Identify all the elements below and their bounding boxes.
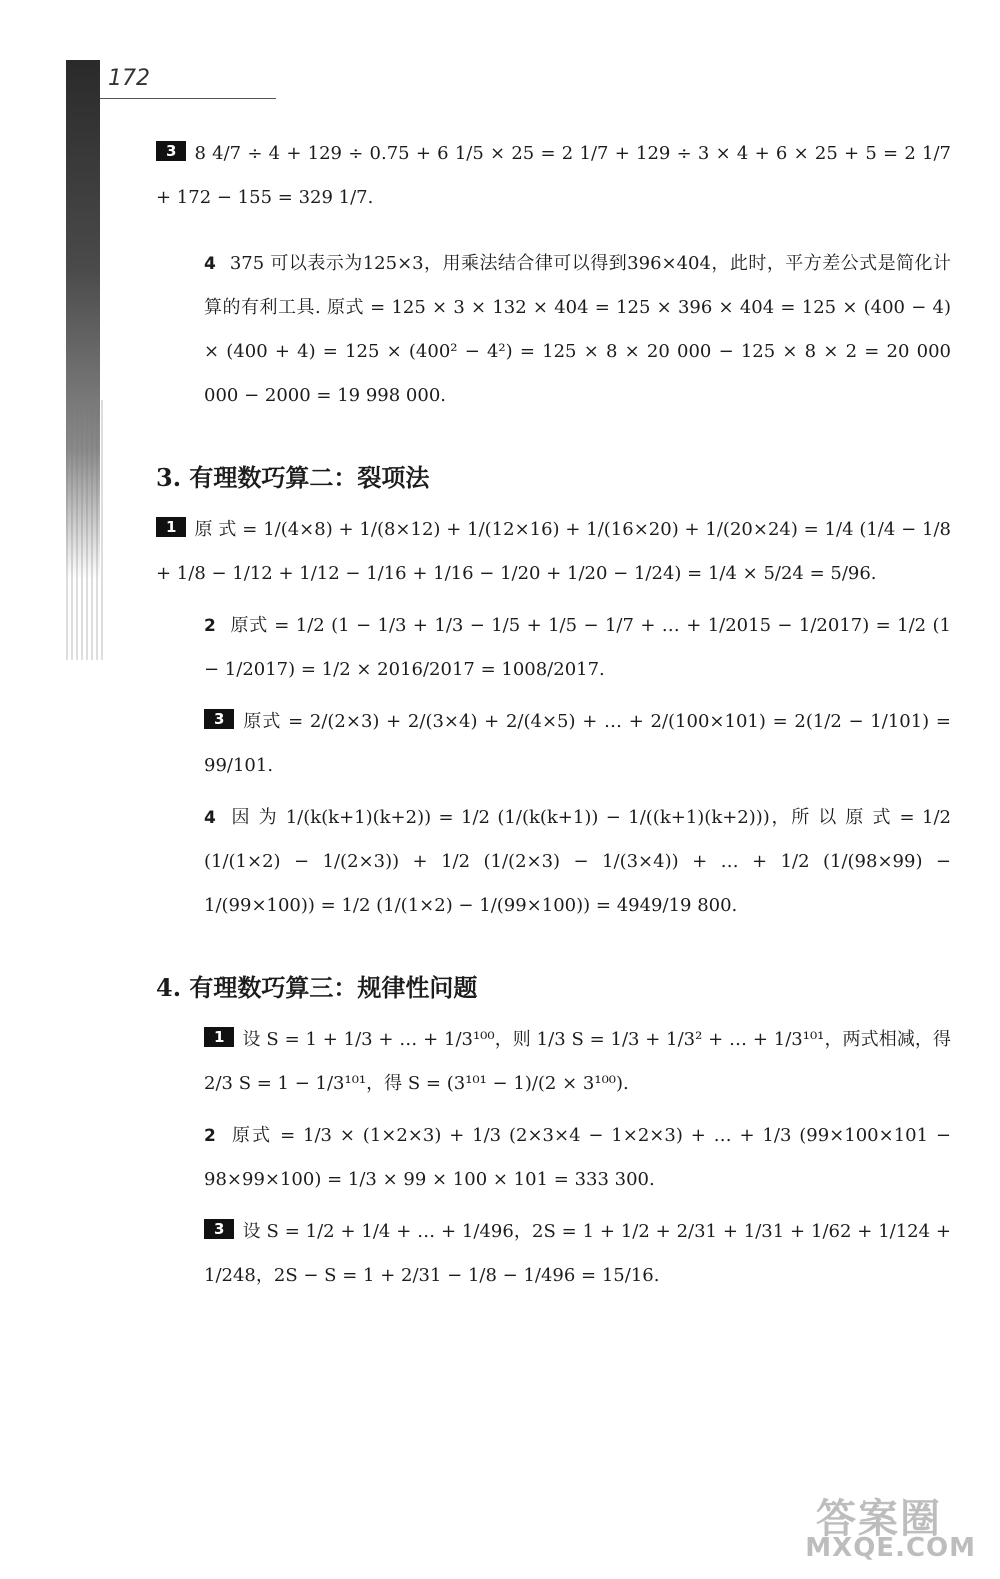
watermark-bottom-text: MXQE.COM <box>805 1533 976 1563</box>
page-spine-fade <box>66 400 106 660</box>
answer-text: 原式 = 1/2 (1 − 1/3 + 1/3 − 1/5 + 1/5 − 1/7 + … + 1/2015 − 1/2017) = 1/2 (1 − 1/2017) = 1/2 × 2016/2017 = 1008/2017. <box>204 615 957 680</box>
answer-text: 设 S = 1 + 1/3 + … + 1/3¹⁰⁰，则 1/3 S = 1/3 + 1/3² + … + 1/3¹⁰¹，两式相减，得 2/3 S = 1 − 1/3¹⁰¹，得 S = (3¹⁰¹ − 1)/(2 × 3¹⁰⁰). <box>204 1029 957 1094</box>
answer-text: 设 S = 1/2 + 1/4 + … + 1/496，2S = 1 + 1/2 + 2/31 + 1/31 + 1/62 + 1/124 + 1/248，2S − S = 1 + 2/31 − 1/8 − 1/496 = 15/16. <box>204 1221 957 1286</box>
question-badge: 3 <box>204 709 234 729</box>
s4-item-1 <box>156 1018 957 1106</box>
question-number: 4 <box>204 808 216 828</box>
s3-item-3 <box>156 700 957 788</box>
s4-item-3 <box>156 1210 957 1298</box>
question-number: 4 <box>204 254 216 274</box>
header-rule <box>100 98 276 99</box>
s3-item-1 <box>156 508 957 596</box>
watermark-top-text: 答案圈 <box>816 1496 942 1542</box>
answer-block-4 <box>156 242 957 418</box>
watermark-logo <box>786 1485 982 1565</box>
page-number: 172 <box>108 66 150 91</box>
section-title-3: 3. 有理数巧算二：裂项法 <box>156 463 430 492</box>
question-number: 2 <box>204 616 216 636</box>
answer-text: 因 为 1/(k(k+1)(k+2)) = 1/2 (1/(k(k+1)) − 1/((k+1)(k+2)))，所 以 原 式 = 1/2 (1/(1×2) − 1/(2×3)) + 1/2 (1/(2×3) − 1/(3×4)) + … + 1/2 (1/(98×99) − 1/(99×100)) = 1/2 (1/(1×2) − 1/(99×100)) = 4949/19 800. <box>204 807 957 916</box>
s3-item-2 <box>156 604 957 692</box>
answer-text: 原式 = 2/(2×3) + 2/(3×4) + 2/(4×5) + … + 2/(100×101) = 2(1/2 − 1/101) = 99/101. <box>204 711 957 776</box>
question-number: 2 <box>204 1126 216 1146</box>
question-badge: 1 <box>156 517 186 537</box>
page-content <box>156 132 957 1306</box>
s3-item-4 <box>156 796 957 928</box>
answer-block-3 <box>156 132 957 220</box>
question-badge: 3 <box>204 1219 234 1239</box>
section-title-4: 4. 有理数巧算三：规律性问题 <box>156 973 478 1002</box>
answer-text: 375 可以表示为125×3，用乘法结合律可以得到396×404，此时，平方差公式是简化计算的有利工具. 原式 = 125 × 3 × 132 × 404 = 125 × 396 × 404 = 125 × (400 − 4) × (400 + 4) = 125 × (400² − 4²) = 125 × 8 × 20 000 − 125 × 8 × 2 = 20 000 000 − 2000 = 19 998 000. <box>204 253 957 406</box>
answer-text: 原 式 = 1/(4×8) + 1/(8×12) + 1/(12×16) + 1/(16×20) + 1/(20×24) = 1/4 (1/4 − 1/8 + 1/8 − 1/12 + 1/12 − 1/16 + 1/16 − 1/20 + 1/20 − 1/24) = 1/4 × 5/24 = 5/96. <box>156 519 957 584</box>
answer-text: 8 4/7 ÷ 4 + 129 ÷ 0.75 + 6 1/5 × 25 = 2 1/7 + 129 ÷ 3 × 4 + 6 × 25 + 5 = 2 1/7 + 172 − 155 = 329 1/7. <box>156 143 957 208</box>
s4-item-2 <box>156 1114 957 1202</box>
answer-text: 原式 = 1/3 × (1×2×3) + 1/3 (2×3×4 − 1×2×3) + … + 1/3 (99×100×101 − 98×99×100) = 1/3 × 99 × 100 × 101 = 333 300. <box>204 1125 957 1190</box>
question-badge: 1 <box>204 1027 234 1047</box>
question-badge: 3 <box>156 141 186 161</box>
